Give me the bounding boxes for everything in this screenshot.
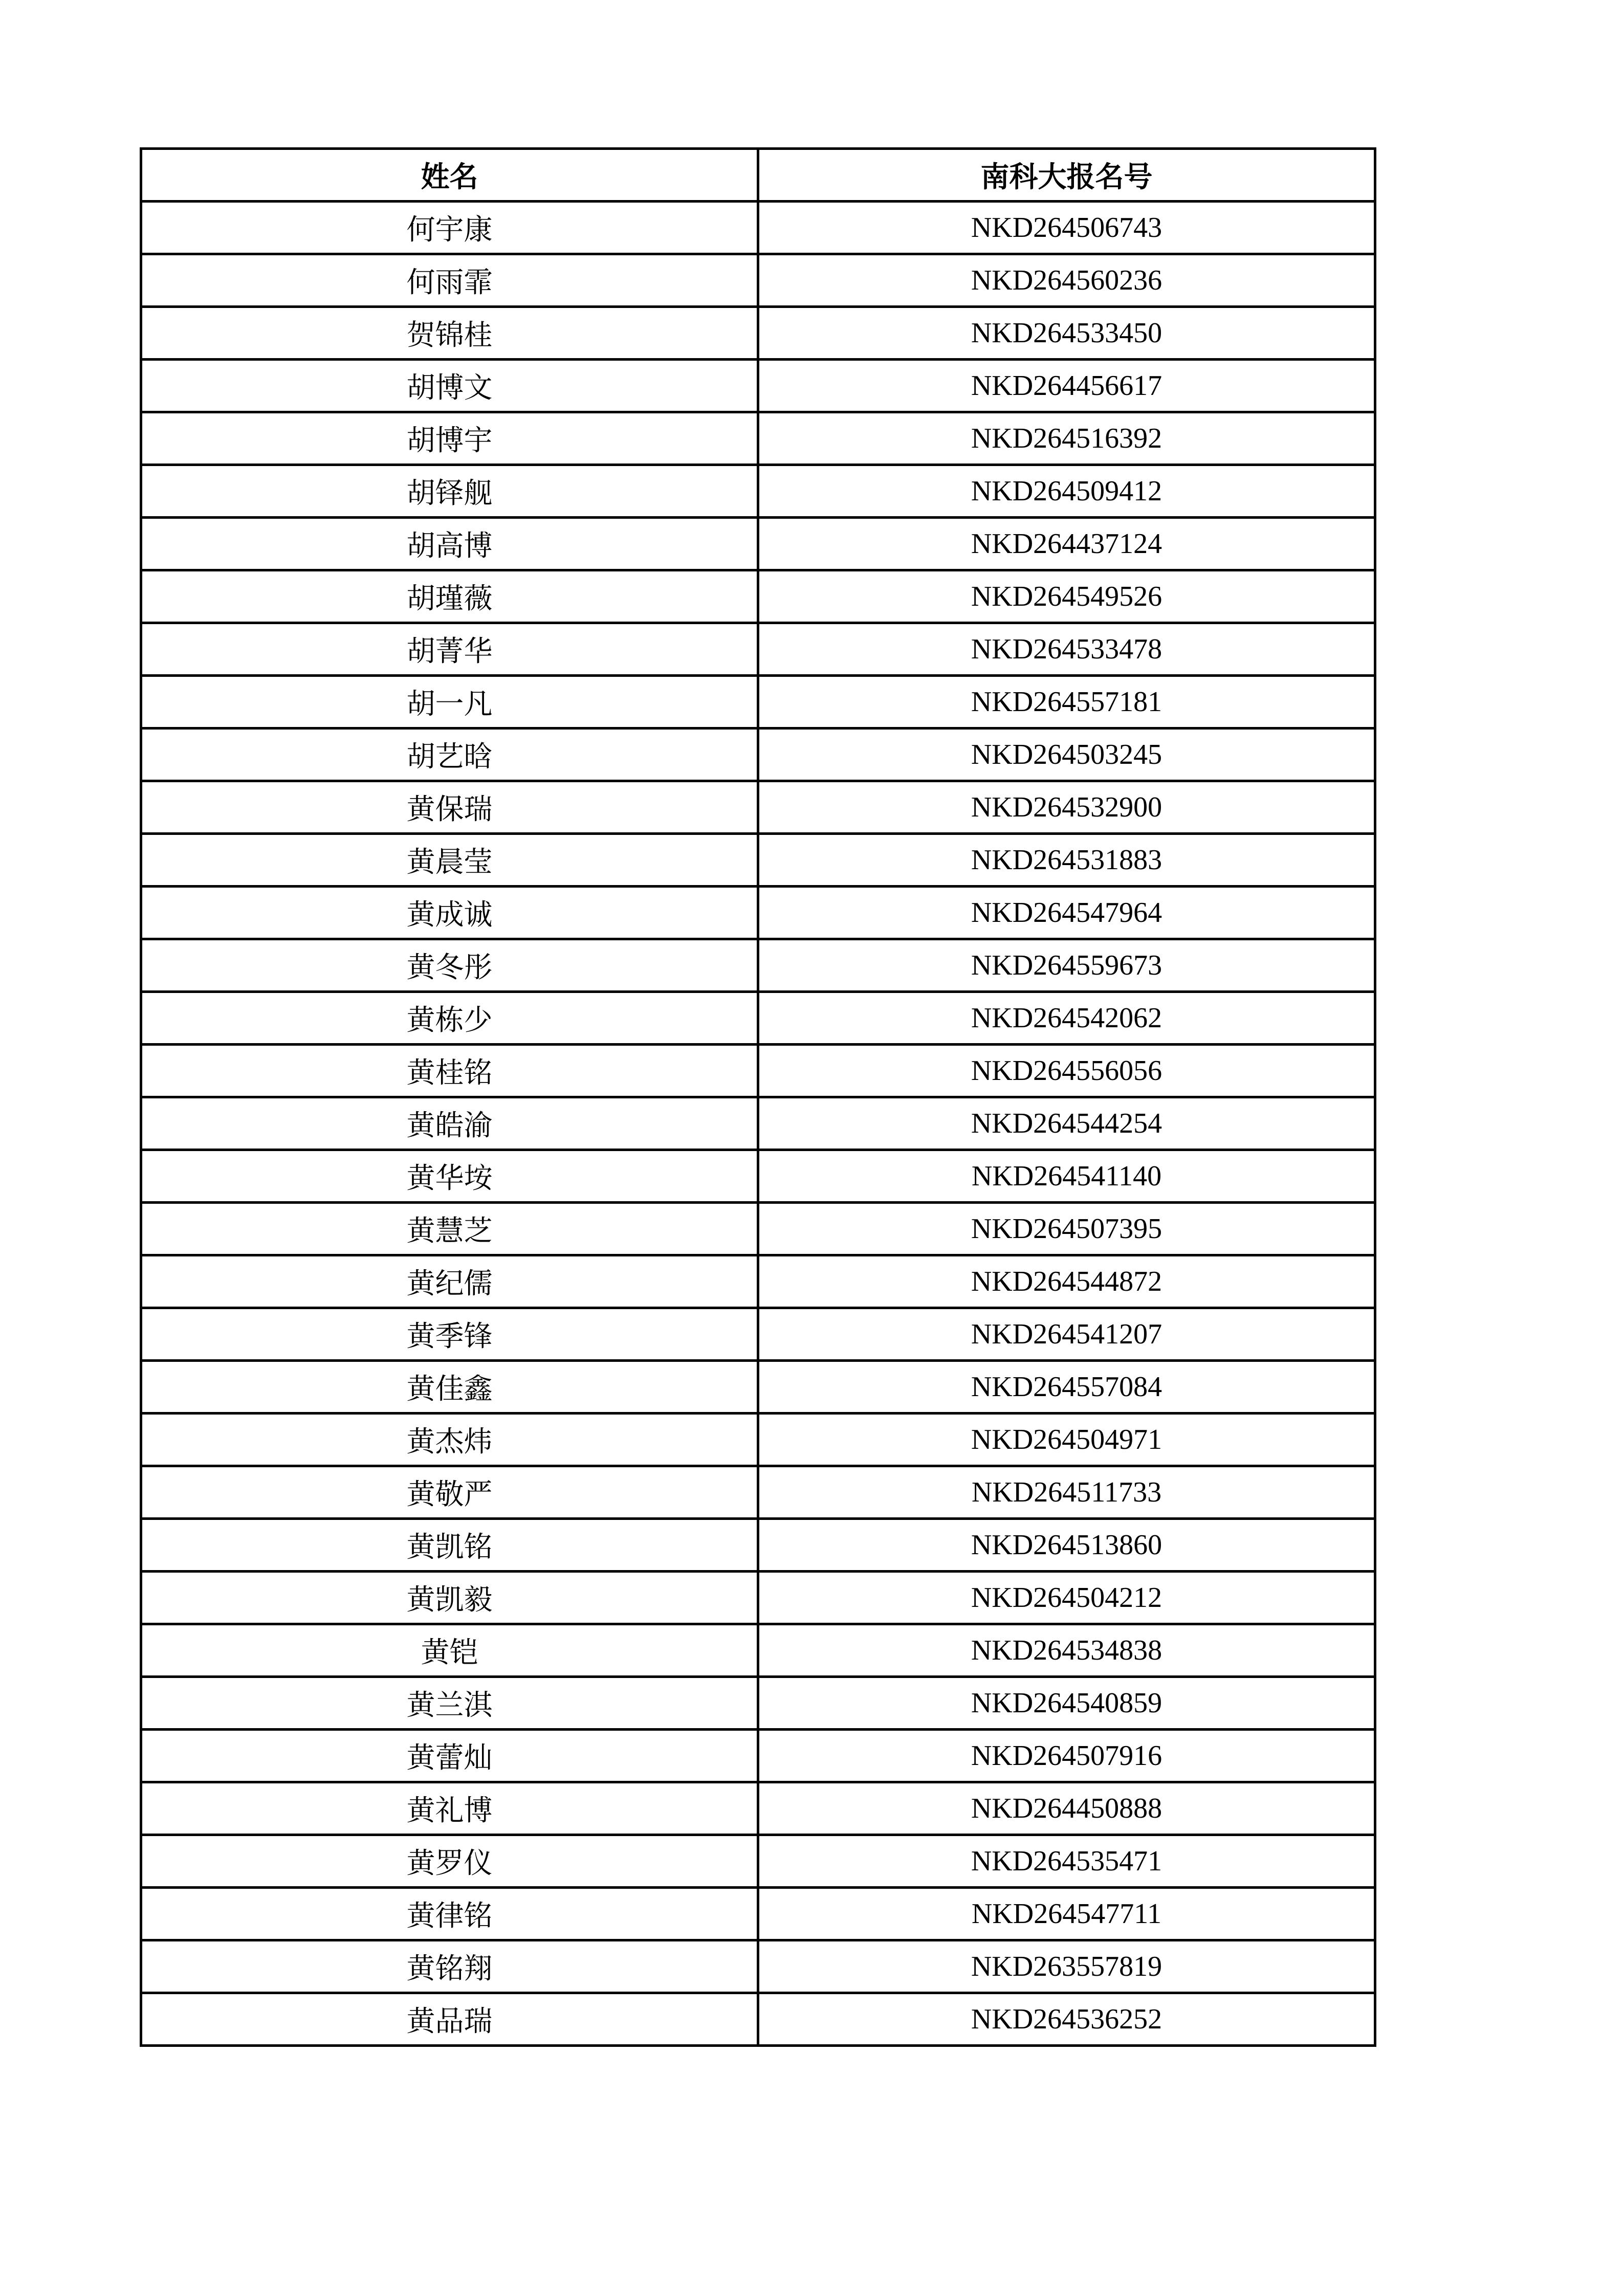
table-row xyxy=(141,939,1375,992)
student-name-cell: 何雨霏 xyxy=(141,254,758,307)
registration-number-cell: NKD264533450 xyxy=(758,307,1375,360)
table-row xyxy=(141,992,1375,1045)
registration-number-cell: NKD264504971 xyxy=(758,1414,1375,1466)
registration-number-cell: NKD263557819 xyxy=(758,1940,1375,1993)
registration-number-cell: NKD264516392 xyxy=(758,412,1375,465)
header-row xyxy=(141,149,1375,202)
student-name-cell: 黄铠 xyxy=(141,1624,758,1677)
registration-number-cell: NKD264456617 xyxy=(758,360,1375,412)
student-name-cell: 黄凯铭 xyxy=(141,1519,758,1572)
student-name-cell: 胡艺晗 xyxy=(141,728,758,781)
table-row xyxy=(141,1835,1375,1888)
table-row xyxy=(141,412,1375,465)
table-row xyxy=(141,1782,1375,1835)
registration-number-cell: NKD264437124 xyxy=(758,518,1375,570)
registration-number-cell: NKD264506743 xyxy=(758,202,1375,254)
student-name-cell: 黄保瑞 xyxy=(141,781,758,834)
registration-number-cell: NKD264547964 xyxy=(758,887,1375,939)
registration-number-cell: NKD264557084 xyxy=(758,1361,1375,1414)
student-name-cell: 黄品瑞 xyxy=(141,1993,758,2046)
student-name-cell: 何宇康 xyxy=(141,202,758,254)
registration-number-cell: NKD264534838 xyxy=(758,1624,1375,1677)
student-name-cell: 黄季锋 xyxy=(141,1308,758,1361)
registration-number-cell: NKD264541140 xyxy=(758,1150,1375,1203)
table-row xyxy=(141,1255,1375,1308)
registration-number-cell: NKD264531883 xyxy=(758,834,1375,887)
table-row xyxy=(141,518,1375,570)
table-row xyxy=(141,570,1375,623)
registration-number-cell: NKD264503245 xyxy=(758,728,1375,781)
table-row xyxy=(141,360,1375,412)
roster-table xyxy=(140,147,1376,2047)
table-row xyxy=(141,1361,1375,1414)
table-row xyxy=(141,676,1375,728)
table-row xyxy=(141,1730,1375,1782)
student-name-cell: 黄敬严 xyxy=(141,1466,758,1519)
student-name-cell: 胡菁华 xyxy=(141,623,758,676)
table-row xyxy=(141,1888,1375,1940)
student-name-cell: 黄慧芝 xyxy=(141,1203,758,1255)
table-row xyxy=(141,1097,1375,1150)
student-name-cell: 胡博宇 xyxy=(141,412,758,465)
table-row xyxy=(141,1677,1375,1730)
registration-number-cell: NKD264511733 xyxy=(758,1466,1375,1519)
student-name-cell: 胡铎舰 xyxy=(141,465,758,518)
roster-body xyxy=(141,202,1375,2046)
student-name-cell: 黄兰淇 xyxy=(141,1677,758,1730)
registration-number-cell: NKD264544254 xyxy=(758,1097,1375,1150)
registration-number-cell: NKD264536252 xyxy=(758,1993,1375,2046)
student-name-cell: 黄栋少 xyxy=(141,992,758,1045)
table-row xyxy=(141,1045,1375,1097)
registration-number-cell: NKD264535471 xyxy=(758,1835,1375,1888)
student-name-cell: 黄桂铭 xyxy=(141,1045,758,1097)
table-row xyxy=(141,1624,1375,1677)
table-row xyxy=(141,1414,1375,1466)
student-name-cell: 胡瑾薇 xyxy=(141,570,758,623)
table-row xyxy=(141,1519,1375,1572)
registration-number-cell: NKD264507395 xyxy=(758,1203,1375,1255)
registration-number-cell: NKD264532900 xyxy=(758,781,1375,834)
table-row xyxy=(141,1308,1375,1361)
registration-number-cell: NKD264540859 xyxy=(758,1677,1375,1730)
table-row xyxy=(141,1203,1375,1255)
student-name-cell: 黄纪儒 xyxy=(141,1255,758,1308)
table-row xyxy=(141,1150,1375,1203)
registration-number-cell: NKD264450888 xyxy=(758,1782,1375,1835)
registration-number-cell: NKD264542062 xyxy=(758,992,1375,1045)
table-row xyxy=(141,307,1375,360)
registration-number-cell: NKD264549526 xyxy=(758,570,1375,623)
student-name-cell: 黄皓渝 xyxy=(141,1097,758,1150)
student-name-cell: 胡一凡 xyxy=(141,676,758,728)
registration-number-cell: NKD264509412 xyxy=(758,465,1375,518)
table-row xyxy=(141,465,1375,518)
registration-number-cell: NKD264504212 xyxy=(758,1572,1375,1624)
student-name-cell: 黄凯毅 xyxy=(141,1572,758,1624)
student-name-cell: 胡高博 xyxy=(141,518,758,570)
table-row xyxy=(141,254,1375,307)
column-header-name: 姓名 xyxy=(141,149,758,202)
table-row xyxy=(141,623,1375,676)
table-row xyxy=(141,781,1375,834)
student-name-cell: 黄杰炜 xyxy=(141,1414,758,1466)
student-name-cell: 黄成诚 xyxy=(141,887,758,939)
table-row xyxy=(141,1993,1375,2046)
table-row xyxy=(141,202,1375,254)
table-row xyxy=(141,728,1375,781)
student-name-cell: 黄冬彤 xyxy=(141,939,758,992)
student-name-cell: 黄律铭 xyxy=(141,1888,758,1940)
registration-number-cell: NKD264556056 xyxy=(758,1045,1375,1097)
student-name-cell: 黄蕾灿 xyxy=(141,1730,758,1782)
student-name-cell: 胡博文 xyxy=(141,360,758,412)
student-name-cell: 黄铭翔 xyxy=(141,1940,758,1993)
registration-number-cell: NKD264533478 xyxy=(758,623,1375,676)
registration-number-cell: NKD264513860 xyxy=(758,1519,1375,1572)
registration-number-cell: NKD264547711 xyxy=(758,1888,1375,1940)
student-name-cell: 黄礼博 xyxy=(141,1782,758,1835)
column-header-registration-number: 南科大报名号 xyxy=(758,149,1375,202)
student-name-cell: 黄佳鑫 xyxy=(141,1361,758,1414)
registration-number-cell: NKD264541207 xyxy=(758,1308,1375,1361)
table-row xyxy=(141,834,1375,887)
registration-number-cell: NKD264557181 xyxy=(758,676,1375,728)
registration-number-cell: NKD264507916 xyxy=(758,1730,1375,1782)
table-row xyxy=(141,1940,1375,1993)
student-name-cell: 黄罗仪 xyxy=(141,1835,758,1888)
registration-number-cell: NKD264544872 xyxy=(758,1255,1375,1308)
student-name-cell: 黄晨莹 xyxy=(141,834,758,887)
student-name-cell: 黄华垵 xyxy=(141,1150,758,1203)
table-row xyxy=(141,1572,1375,1624)
registration-number-cell: NKD264560236 xyxy=(758,254,1375,307)
registration-number-cell: NKD264559673 xyxy=(758,939,1375,992)
table-row xyxy=(141,887,1375,939)
student-name-cell: 贺锦桂 xyxy=(141,307,758,360)
table-row xyxy=(141,1466,1375,1519)
